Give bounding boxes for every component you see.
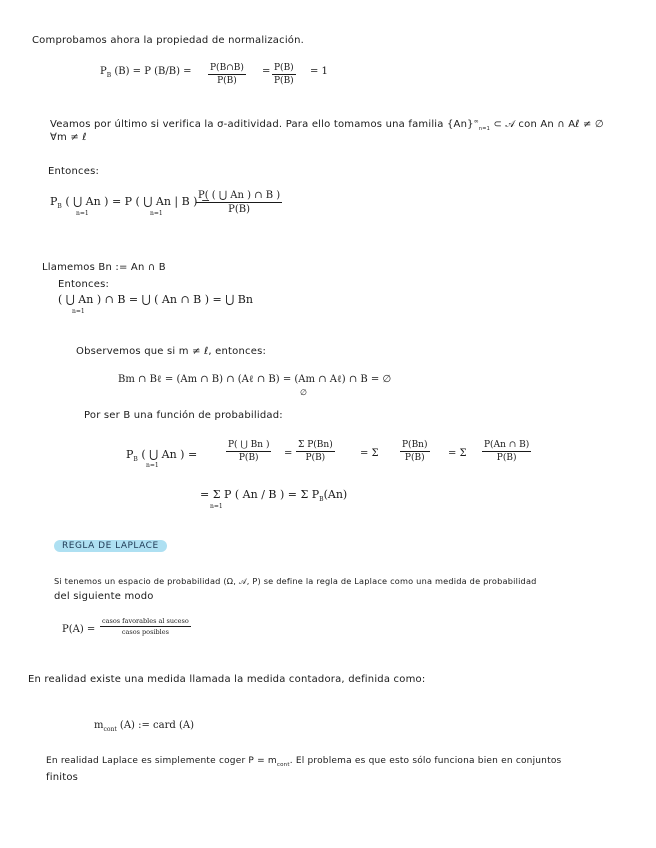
eq2: ( ⋃ An ) ∩ B = ⋃ ( An ∩ B ) = ⋃ Bn — [58, 293, 253, 306]
eq2-index: n=1 — [72, 308, 85, 315]
eq3: Bm ∩ Bℓ = (Am ∩ B) ∩ (Aℓ ∩ B) = (Am ∩ Aℓ) ∩ B = ∅ — [118, 374, 392, 385]
eq4-sum-b: = Σ — [448, 448, 467, 459]
mcont-definition: $m_{cont}$ (A) := card (A) — [94, 720, 194, 733]
norm-result: = 1 — [310, 66, 328, 77]
eq4-lhs: $P_B$ ( ⋃ An ) = — [126, 448, 198, 463]
eq1-lhs: $P_B$ ( ⋃ An ) = P ( ⋃ An | B ) = — [50, 195, 211, 210]
por-ser-line: Por ser B una función de probabilidad: — [84, 410, 283, 421]
norm-equals: = — [262, 66, 271, 77]
eq4-fraction-4: $\frac{P(An \cap B)}{P(B)}$ — [484, 440, 530, 463]
laplace-line-2: del siguiente modo — [54, 591, 154, 602]
llamemos-line: Llamemos Bn := An ∩ B — [42, 262, 166, 273]
eq4-fraction-2: $\frac{\text{Σ P(Bn)}}{P(B)}$ — [298, 440, 333, 463]
eq5-index: n=1 — [210, 503, 223, 510]
final-line-2: finitos — [46, 772, 79, 783]
laplace-title: REGLA DE LAPLACE — [54, 540, 167, 552]
eq1-union-index-b: n=1 — [150, 210, 163, 217]
eq5: = Σ P ( An / B ) = Σ $P_B(An)$ — [200, 488, 348, 503]
eq4-index: n=1 — [146, 462, 159, 469]
final-line-1: En realidad Laplace es simplemente coger $P = m_{cont}$. El problema es que esto sólo funciona bien en conjuntos — [46, 756, 562, 768]
norm-lhs: $P_B$ (B) = P (B/B) = — [100, 66, 192, 79]
laplace-line-1: Si tenemos un espacio de probabilidad (Ω, 𝒜, P) se define la regla de Laplace como una medida de probabilidad — [54, 576, 537, 586]
eq1-union-index-a: n=1 — [76, 210, 89, 217]
intro-text: Comprobamos ahora la propiedad de normalización. — [32, 35, 305, 46]
laplace-lhs: P(A) = — [62, 624, 96, 635]
sigma-line-2: ∀m ≠ ℓ — [50, 132, 87, 143]
norm-fraction-1: $\frac{P(B\cap B)}{P(B)}$ — [210, 63, 244, 86]
norm-fraction-2: $\frac{P(B)}{P(B)}$ — [274, 63, 294, 86]
observemos-line: Observemos que si m ≠ ℓ, entonces: — [76, 346, 267, 357]
sigma-line-1: Veamos por último si verifica la σ-aditividad. Para ello tomamos una familia $\{An\}^\infty_{n=1}$ ⊂ 𝒜 con An ∩ Aℓ ≠ ∅ — [50, 118, 604, 132]
eq1-fraction: $\frac{P( ( ⋃ An ) \cap B )}{P(B)}$ — [198, 190, 281, 215]
medida-line: En realidad existe una medida llamada la medida contadora, definida como: — [28, 674, 426, 685]
eq4-eq-a: = — [284, 448, 293, 459]
entonces-1: Entonces: — [48, 166, 100, 177]
entonces-2: Entonces: — [58, 279, 110, 290]
eq3-under: ∅ — [300, 388, 307, 397]
eq4-sum-a: = Σ — [360, 448, 379, 459]
eq4-fraction-1: $\frac{P( ⋃ Bn )}{P(B)}$ — [228, 440, 270, 463]
laplace-fraction: casos favorables al suceso casos posibles — [102, 617, 189, 636]
eq4-fraction-3: $\frac{P(Bn)}{P(B)}$ — [402, 440, 428, 463]
